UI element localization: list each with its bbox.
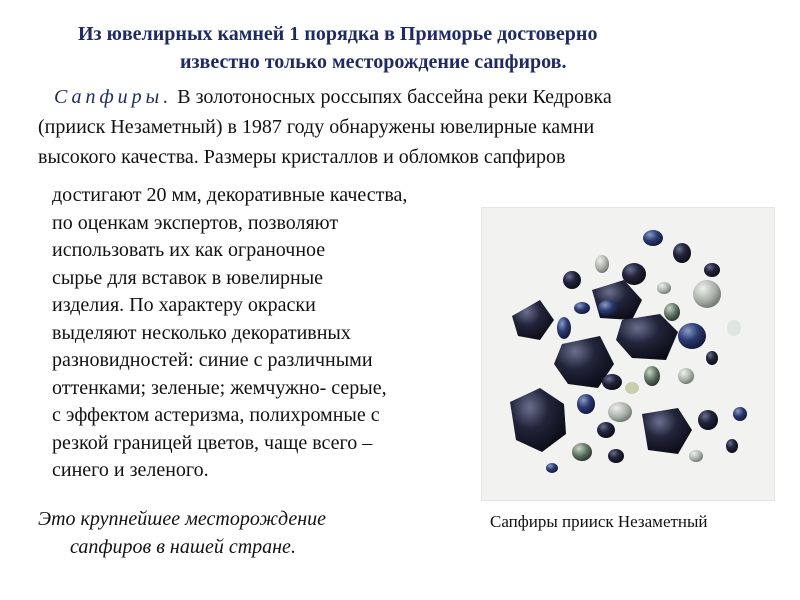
closing-statement [38, 505, 458, 561]
closing-line-1: Это крупнейшее месторождение [38, 508, 326, 530]
title-line-1: Из ювелирных камней 1 порядка в Приморье достоверно [78, 23, 598, 45]
intro-line-3: высокого качества. Размеры кристаллов и обломков сапфиров [38, 146, 566, 168]
body-line: использовать их как ограночное [52, 239, 326, 261]
body-line: резкой границей цветов, чаще всего – [52, 431, 373, 454]
sapphire-stones-image [482, 208, 774, 500]
body-paragraph [52, 182, 512, 485]
body-line: сырье для вставок в ювелирные [52, 266, 324, 289]
body-line: изделия. По характеру окраски [52, 294, 316, 316]
sapphires-lead-word: Сапфиры. [54, 86, 173, 108]
closing-line-2: сапфиров в нашей стране. [70, 536, 296, 558]
body-line: выделяют несколько декоративных [52, 321, 351, 344]
photo-caption: Сапфиры прииск Незаметный [490, 512, 708, 531]
body-line: по оценкам экспертов, позволяют [52, 211, 339, 234]
intro-line-2: (прииск Незаметный) в 1987 году обнаружены ювелирные камни [38, 116, 595, 138]
sapphires-photo [481, 207, 775, 501]
body-line: разновидностей: синие с различными [52, 349, 373, 371]
slide-title [40, 20, 760, 76]
intro-line-1 [38, 82, 768, 112]
title-line-2: известно только месторождение сапфиров. [180, 51, 567, 73]
body-line: оттенками; зеленые; жемчужно- серые, [52, 376, 387, 399]
body-line: синего и зеленого. [52, 459, 209, 481]
intro-line-1-rest: В золотоносных россыпях бассейна реки Кедровка [172, 86, 612, 108]
intro-paragraph [38, 82, 768, 172]
body-line: достигают 20 мм, декоративные качества, [52, 184, 408, 206]
body-line: с эффектом астеризма, полихромные с [52, 404, 380, 426]
